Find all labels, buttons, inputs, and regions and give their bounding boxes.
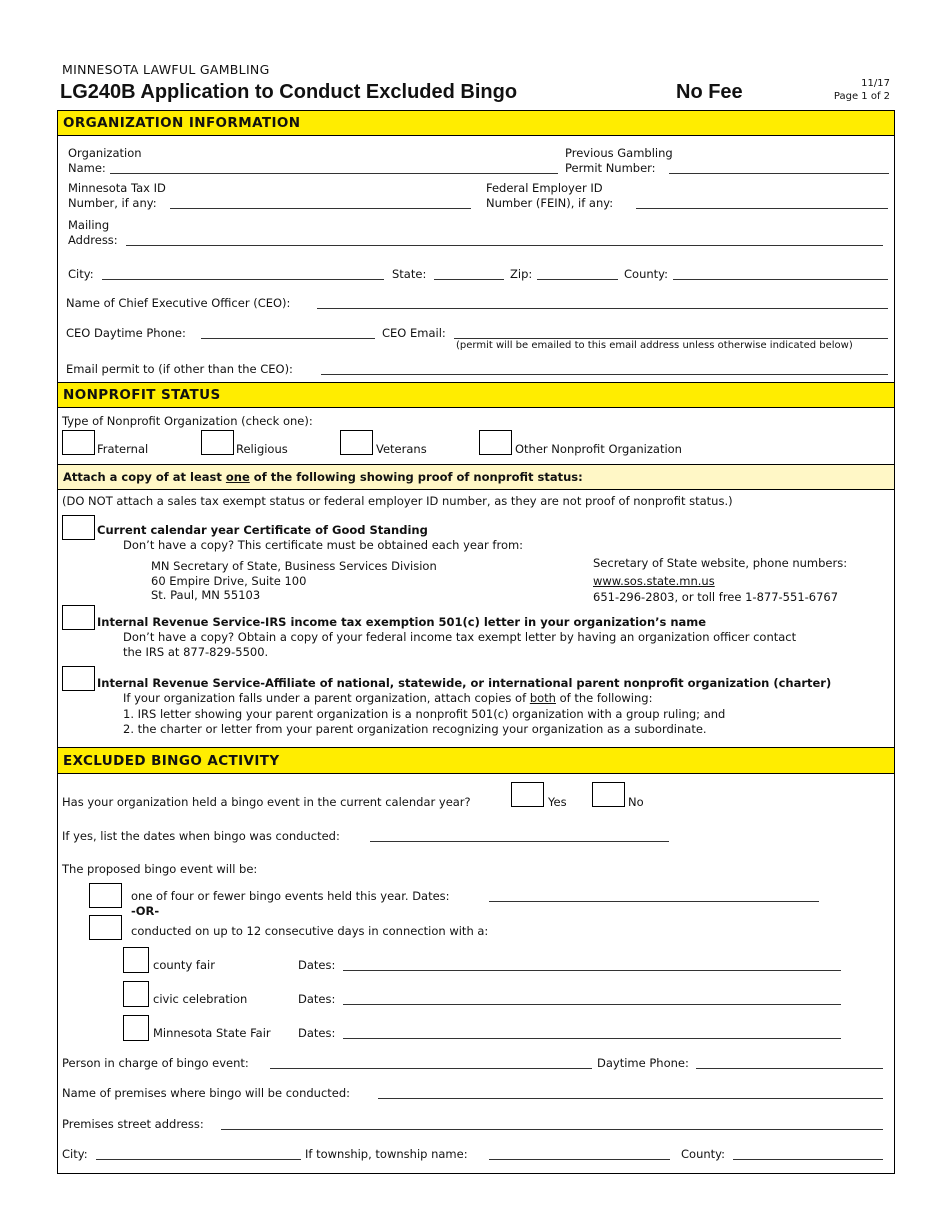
premises-name-field[interactable] [378,1098,883,1099]
premises-county-label: County: [681,1147,725,1161]
option-other-label: Other Nonprofit Organization [515,442,682,456]
civic-celebration-dates-field[interactable] [343,1004,841,1005]
fein-label-1: Federal Employer ID [486,181,603,195]
four-or-fewer-label: one of four or fewer bingo events held this year. Dates: [131,889,450,903]
do-not-attach-note: (DO NOT attach a sales tax exempt status or federal employer ID number, as they are not proof of nonprofit status.) [62,494,733,508]
attach-text-pre: Attach a copy of at least [63,470,226,484]
attach-proof-heading [57,464,895,490]
zip-field[interactable] [537,279,618,280]
person-in-charge-label: Person in charge of bingo event: [62,1056,249,1070]
checkbox-affiliate[interactable] [62,666,95,691]
tax-id-label-2: Number, if any: [68,196,157,210]
org-name-field[interactable] [110,173,558,174]
attach-text-one: one [225,470,250,484]
premises-address-label: Premises street address: [62,1117,204,1131]
county-fair-dates-label: Dates: [298,958,336,972]
prev-permit-label-1: Previous Gambling [565,146,673,160]
sos-address-line-1: MN Secretary of State, Business Services Division [151,559,437,573]
page-info [834,77,890,103]
prev-permit-label-2: Permit Number: [565,161,656,175]
premises-city-label: City: [62,1147,88,1161]
prev-permit-field[interactable] [669,173,889,174]
email-note: (permit will be emailed to this email address unless otherwise indicated below) [456,340,853,351]
mailing-label-1: Mailing [68,218,110,232]
held-bingo-question: Has your organization held a bingo event in the current calendar year? [62,795,471,809]
attach-text-post: of the following showing proof of nonprofit status: [249,470,583,484]
tax-id-field[interactable] [170,208,471,209]
held-no-label: No [628,795,644,809]
city-field[interactable] [102,279,384,280]
sos-phone-numbers: 651-296-2803, or toll free 1-877-551-6767 [593,590,839,604]
state-label: State: [392,267,427,281]
irs-note-line-2: the IRS at 877-829-5500. [123,645,269,659]
four-or-fewer-dates-field[interactable] [489,901,819,902]
state-fair-dates-field[interactable] [343,1038,841,1039]
certificate-title: Current calendar year Certificate of Good Standing [97,523,428,537]
sos-address-line-3: St. Paul, MN 55103 [151,588,261,602]
checkbox-fraternal[interactable] [62,430,95,455]
org-name-label-2: Name: [68,161,106,175]
or-separator: -OR- [131,904,160,918]
checkbox-religious[interactable] [201,430,234,455]
civic-celebration-label: civic celebration [153,992,248,1006]
daytime-phone-label: Daytime Phone: [597,1056,689,1070]
previous-dates-label: If yes, list the dates when bingo was conducted: [62,829,340,843]
section-nonprofit-heading: NONPROFIT STATUS [57,382,895,408]
checkbox-held-no[interactable] [592,782,625,807]
affiliate-item-1: 1. IRS letter showing your parent organization is a nonprofit 501(c) organization with a group ruling; and [123,707,726,721]
county-fair-label: county fair [153,958,215,972]
section-organization-heading: ORGANIZATION INFORMATION [57,110,895,136]
org-name-label-1: Organization [68,146,142,160]
daytime-phone-field[interactable] [696,1068,883,1069]
checkbox-state-fair[interactable] [123,1015,149,1041]
township-field[interactable] [489,1159,670,1160]
ceo-name-label: Name of Chief Executive Officer (CEO): [66,296,291,310]
email-permit-label: Email permit to (if other than the CEO): [66,362,293,376]
revision-date: 11/17 [861,78,890,89]
option-veterans-label: Veterans [376,442,427,456]
agency-name: MINNESOTA LAWFUL GAMBLING [62,62,270,77]
section-bingo-heading: EXCLUDED BINGO ACTIVITY [57,747,895,774]
county-field[interactable] [673,279,888,280]
option-religious-label: Religious [236,442,288,456]
mailing-label-2: Address: [68,233,118,247]
state-fair-label: Minnesota State Fair [153,1026,271,1040]
city-label: City: [68,267,94,281]
affiliate-note-post: of the following: [555,691,653,705]
checkbox-veterans[interactable] [340,430,373,455]
tax-id-label-1: Minnesota Tax ID [68,181,166,195]
held-yes-label: Yes [548,795,567,809]
sos-website-label: Secretary of State website, phone numbers: [593,556,848,570]
ceo-phone-label: CEO Daytime Phone: [66,326,186,340]
state-fair-dates-label: Dates: [298,1026,336,1040]
irs-letter-title: Internal Revenue Service-IRS income tax exemption 501(c) letter in your organization’s name [97,615,707,629]
premises-city-field[interactable] [96,1159,301,1160]
sos-website-link[interactable]: www.sos.state.mn.us [593,574,715,588]
premises-county-field[interactable] [733,1159,883,1160]
checkbox-county-fair[interactable] [123,947,149,973]
premises-address-field[interactable] [221,1129,883,1130]
mailing-address-field[interactable] [126,245,883,246]
township-label: If township, township name: [305,1147,468,1161]
sos-address-line-2: 60 Empire Drive, Suite 100 [151,574,307,588]
premises-name-label: Name of premises where bingo will be conducted: [62,1086,351,1100]
checkbox-four-or-fewer[interactable] [89,883,122,908]
page-number: Page 1 of 2 [833,91,890,102]
email-permit-field[interactable] [321,374,888,375]
affiliate-title: Internal Revenue Service-Affiliate of national, statewide, or international parent nonprofit organization (charter) [97,676,832,690]
checkbox-irs-letter[interactable] [62,605,95,630]
affiliate-item-2: 2. the charter or letter from your parent organization recognizing your organization as a subordinate. [123,722,707,736]
county-label: County: [624,267,668,281]
fee-label: No Fee [676,81,743,103]
affiliate-note [123,691,652,705]
zip-label: Zip: [510,267,533,281]
fein-label-2: Number (FEIN), if any: [486,196,614,210]
affiliate-note-pre: If your organization falls under a parent organization, attach copies of [123,691,530,705]
state-field[interactable] [434,279,504,280]
ceo-name-field[interactable] [317,308,888,309]
nonprofit-type-label: Type of Nonprofit Organization (check one): [62,414,313,428]
affiliate-note-both: both [529,691,556,705]
person-in-charge-field[interactable] [270,1068,592,1069]
checkbox-consecutive-days[interactable] [89,915,122,940]
fein-field[interactable] [636,208,888,209]
ceo-email-field[interactable] [454,338,888,339]
county-fair-dates-field[interactable] [343,970,841,971]
consecutive-days-label: conducted on up to 12 consecutive days in connection with a: [131,924,489,938]
checkbox-civic-celebration[interactable] [123,981,149,1007]
proposed-event-label: The proposed bingo event will be: [62,862,258,876]
ceo-email-label: CEO Email: [382,326,446,340]
ceo-phone-field[interactable] [201,338,375,339]
checkbox-held-yes[interactable] [511,782,544,807]
checkbox-certificate-good-standing[interactable] [62,515,95,540]
certificate-note: Don’t have a copy? This certificate must be obtained each year from: [123,538,524,552]
previous-dates-field[interactable] [370,841,669,842]
form-title: LG240B Application to Conduct Excluded Bingo [60,81,518,103]
option-fraternal-label: Fraternal [97,442,149,456]
civic-celebration-dates-label: Dates: [298,992,336,1006]
checkbox-other-nonprofit[interactable] [479,430,512,455]
irs-note-line-1: Don’t have a copy? Obtain a copy of your federal income tax exempt letter by having an organization officer contact [123,630,797,644]
